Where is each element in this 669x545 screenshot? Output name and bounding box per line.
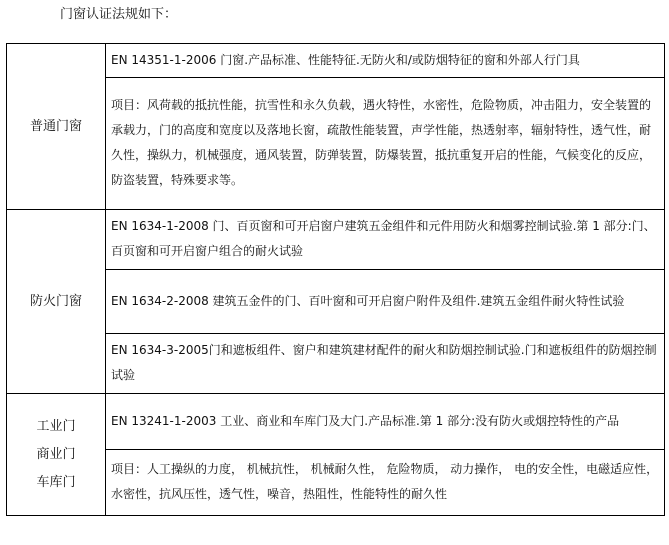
standard-cell: EN 14351-1-2006 门窗.产品标准、性能特征.无防火和/或防烟特征的窗和外部人行门具 bbox=[106, 44, 665, 78]
table-row bbox=[7, 270, 665, 334]
items-cell: 项目：人工操纵的力度， 机械抗性， 机械耐久性， 危险物质， 动力操作， 电的安全性，电磁适应性， 水密性，抗风压性，透气性，噪音，热阻性，性能特性的耐久性 bbox=[106, 450, 665, 516]
table-row bbox=[7, 450, 665, 516]
category-label: 防火门窗 bbox=[29, 293, 82, 309]
category-cell-ordinary bbox=[7, 44, 106, 210]
table-row bbox=[7, 394, 665, 450]
table-row bbox=[7, 78, 665, 210]
page-heading: 门窗认证法规如下： bbox=[60, 7, 178, 22]
category-label: 车库门 bbox=[36, 474, 76, 490]
category-cell-industrial bbox=[7, 394, 106, 516]
table-row bbox=[7, 210, 665, 270]
regulation-table bbox=[6, 43, 665, 516]
category-label: 商业门 bbox=[36, 446, 76, 462]
table-row bbox=[7, 334, 665, 394]
standard-cell: EN 1634-2-2008 建筑五金件的门、百叶窗和可开启窗户附件及组件.建筑五金组件耐火特性试验 bbox=[106, 270, 665, 334]
category-label: 工业门 bbox=[36, 418, 76, 434]
standard-cell: EN 13241-1-2003 工业、商业和车库门及大门.产品标准.第 1 部分:没有防火或烟控特性的产品 bbox=[106, 394, 665, 450]
category-cell-fire bbox=[7, 210, 106, 394]
standard-cell: EN 1634-1-2008 门、百页窗和可开启窗户建筑五金组件和元件用防火和烟雾控制试验.第 1 部分:门、百页窗和可开启窗户组合的耐火试验 bbox=[106, 210, 665, 270]
category-label: 普通门窗 bbox=[29, 118, 82, 134]
table-row bbox=[7, 44, 665, 78]
standard-cell: EN 1634-3-2005门和遮板组件、窗户和建筑建材配件的耐火和防烟控制试验.门和遮板组件的防烟控制试验 bbox=[106, 334, 665, 394]
items-cell: 项目：风荷载的抵抗性能，抗雪性和永久负载，遇火特性，水密性，危险物质，冲击阻力，安全装置的承载力，门的高度和宽度以及落地长窗，疏散性能装置，声学性能，热透射率，辐射特性，透气性，耐久性，操纵力，机械强度，通风装置，防弹装置，防爆装置，抵抗重复开启的性能，气候变化的反应，防盗装置，特殊要求等。 bbox=[106, 78, 665, 210]
